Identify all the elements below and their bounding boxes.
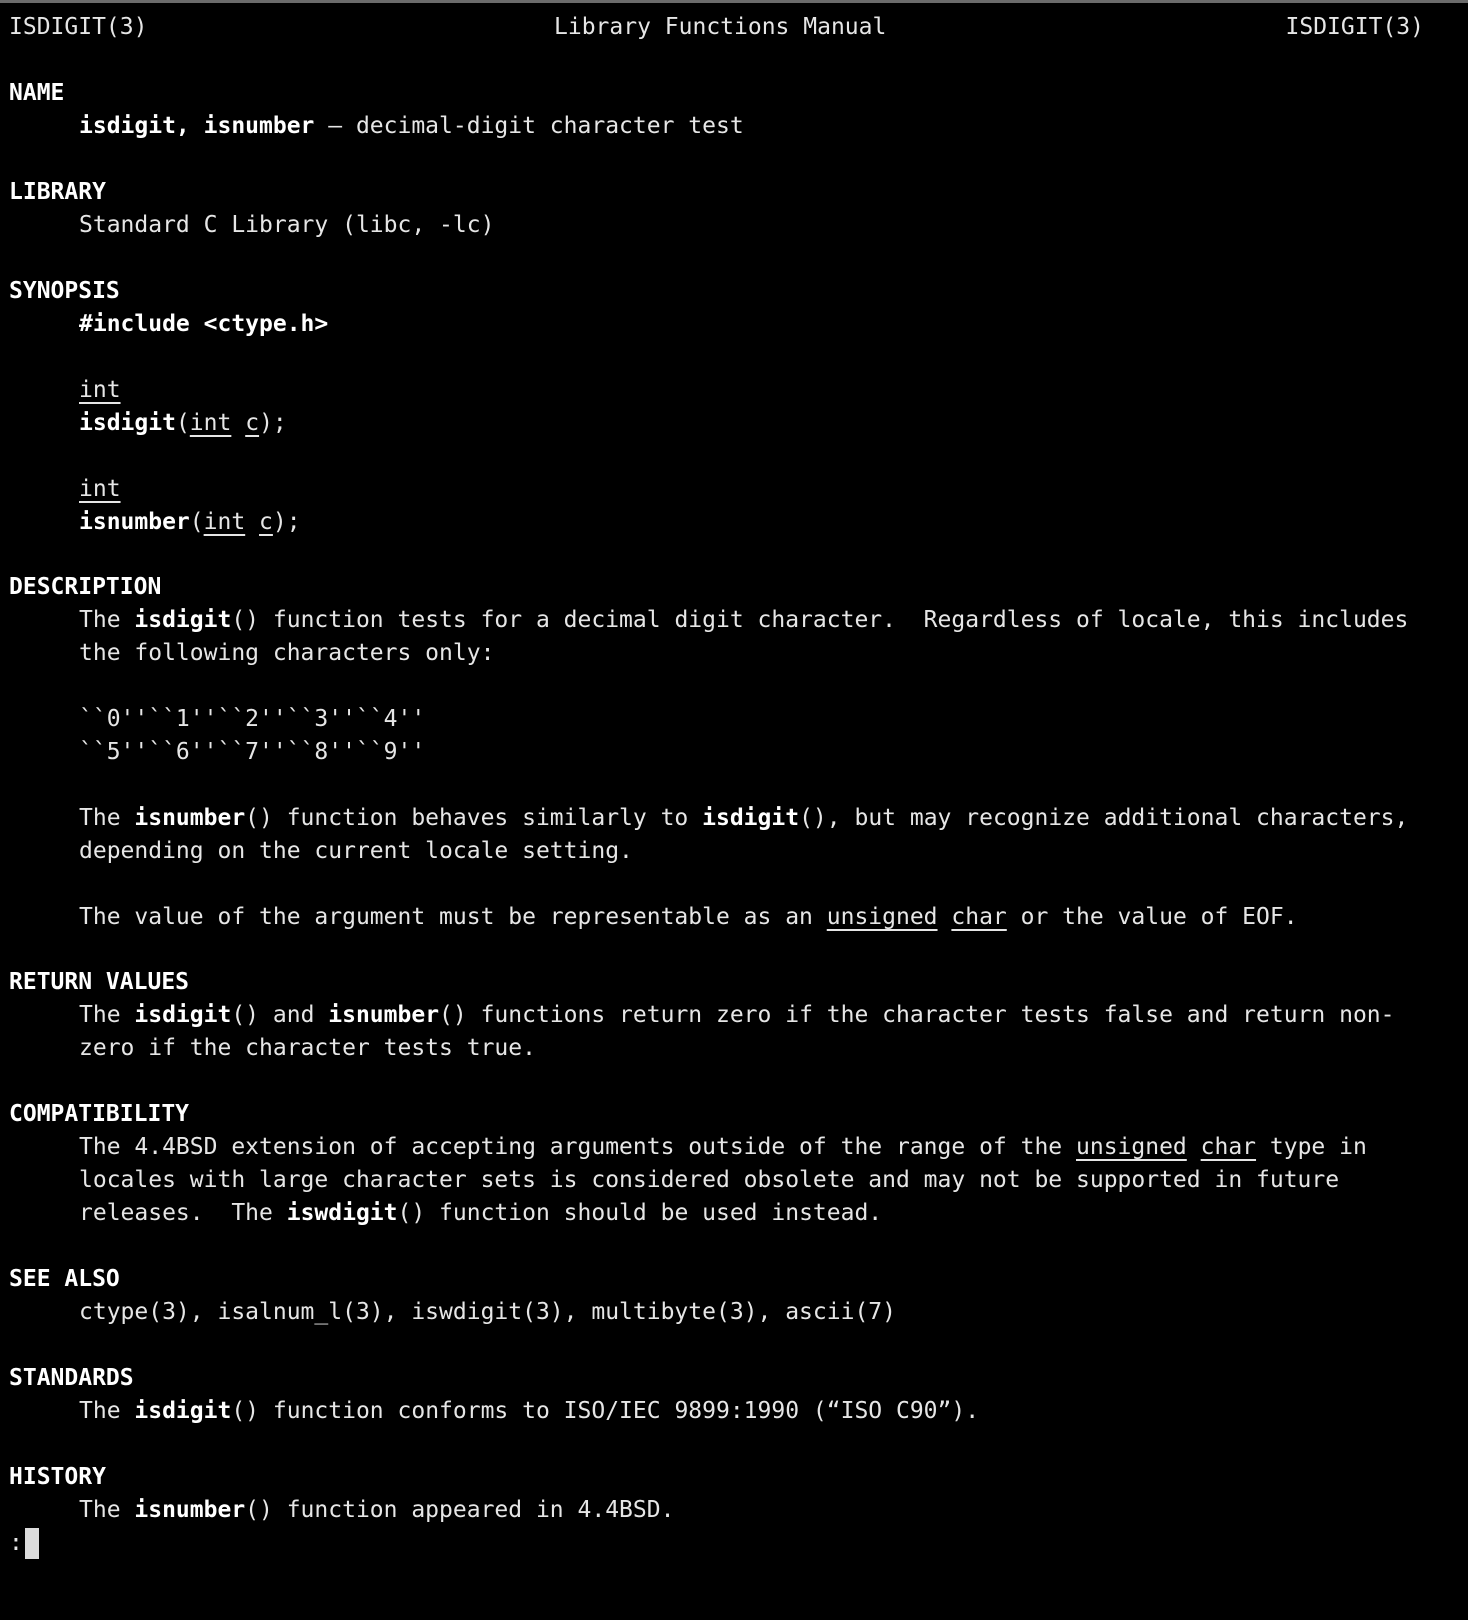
type-char: char — [951, 904, 1007, 930]
function-name: isnumber — [79, 509, 190, 535]
arg-name: c — [245, 410, 260, 436]
compatibility-line-2: locales with large character sets is considered obsolete and may not be supported in future — [79, 1167, 1340, 1193]
text: or the value of EOF. — [1006, 904, 1298, 930]
type-unsigned: unsigned — [1076, 1134, 1187, 1160]
return-values-line-1 — [79, 998, 1395, 1032]
paren-close: ); — [259, 410, 287, 436]
synopsis-prototype-isdigit — [79, 406, 287, 440]
function-name: iswdigit — [286, 1200, 398, 1226]
text: () function should be used instead. — [397, 1200, 883, 1226]
digits-line-1: ``0''``1''``2''``3''``4'' — [79, 706, 426, 732]
type-unsigned: unsigned — [826, 904, 938, 930]
description-line-5 — [79, 900, 1298, 934]
name-description: – decimal-digit character test — [314, 113, 744, 139]
arg-type: int — [189, 410, 232, 436]
see-also-list: ctype(3), isalnum_l(3), iswdigit(3), multibyte(3), ascii(7) — [79, 1299, 896, 1325]
description-line-2: the following characters only: — [79, 640, 495, 666]
function-name: isnumber — [134, 805, 246, 831]
arg-name: c — [259, 509, 273, 535]
section-heading-see-also: SEE ALSO — [9, 1266, 120, 1292]
text: The — [79, 607, 135, 633]
return-type: int — [79, 377, 121, 403]
section-heading-history: HISTORY — [9, 1464, 106, 1490]
prompt-symbol: : — [9, 1530, 23, 1556]
description-line-4: depending on the current locale setting. — [79, 838, 633, 864]
function-name: isdigit — [134, 1398, 232, 1424]
text: () function behaves similarly to — [245, 805, 703, 831]
synopsis-include: #include <ctype.h> — [79, 311, 329, 337]
library-text: Standard C Library (libc, -lc) — [79, 212, 495, 238]
synopsis-prototype-isnumber — [79, 505, 301, 539]
text: () function tests for a decimal digit character. Regardless of locale, this includes — [231, 607, 1409, 633]
text: (), but may recognize additional characters, — [799, 805, 1409, 831]
text: () functions return zero if the character tests false and return non- — [439, 1002, 1395, 1028]
pager-prompt[interactable] — [9, 1526, 39, 1560]
function-name: isnumber — [134, 1497, 246, 1523]
text: () function appeared in 4.4BSD. — [245, 1497, 675, 1523]
section-heading-compatibility: COMPATIBILITY — [9, 1101, 190, 1127]
section-heading-description: DESCRIPTION — [9, 574, 162, 600]
section-heading-return-values: RETURN VALUES — [9, 969, 190, 995]
function-name: isdigit — [702, 805, 800, 831]
return-type: int — [79, 476, 121, 502]
function-name: isdigit — [79, 410, 176, 436]
text: releases. The — [79, 1200, 287, 1226]
compatibility-line-1 — [79, 1130, 1367, 1164]
compatibility-line-3 — [79, 1196, 882, 1230]
history-line — [79, 1493, 674, 1527]
synopsis-return-type-1 — [79, 373, 121, 407]
name-line — [79, 109, 744, 143]
text: () and — [231, 1002, 329, 1028]
synopsis-return-type-2 — [79, 472, 121, 506]
description-line-1 — [79, 603, 1408, 637]
man-header-center: Library Functions Manual — [554, 14, 887, 40]
function-name: isnumber — [328, 1002, 440, 1028]
function-names: isdigit, isnumber — [79, 113, 315, 139]
paren-open: ( — [189, 509, 204, 535]
man-header-left: ISDIGIT(3) — [9, 14, 148, 40]
paren-open: ( — [175, 410, 190, 436]
type-char: char — [1200, 1134, 1257, 1160]
text: The — [79, 805, 135, 831]
function-name: isdigit — [134, 607, 232, 633]
text: The — [79, 1497, 135, 1523]
section-heading-standards: STANDARDS — [9, 1365, 134, 1391]
text: The value of the argument must be representable as an — [79, 904, 827, 930]
text: The 4.4BSD extension of accepting arguments outside of the range of the — [79, 1134, 1076, 1160]
return-values-line-2: zero if the character tests true. — [79, 1035, 536, 1061]
function-name: isdigit — [134, 1002, 232, 1028]
text: () function conforms to ISO/IEC 9899:1990 (“ISO C90”). — [231, 1398, 980, 1424]
text: type in — [1256, 1134, 1367, 1160]
section-heading-library: LIBRARY — [9, 179, 106, 205]
text: The — [79, 1002, 135, 1028]
standards-line — [79, 1394, 979, 1428]
text: The — [79, 1398, 135, 1424]
paren-close: ); — [272, 509, 301, 535]
section-heading-synopsis: SYNOPSIS — [9, 278, 120, 304]
digits-line-2: ``5''``6''``7''``8''``9'' — [79, 739, 426, 765]
cursor-block — [25, 1528, 39, 1559]
section-heading-name: NAME — [9, 80, 65, 106]
man-header-right: ISDIGIT(3) — [1285, 14, 1424, 40]
description-line-3 — [79, 801, 1408, 835]
arg-type: int — [203, 509, 246, 535]
